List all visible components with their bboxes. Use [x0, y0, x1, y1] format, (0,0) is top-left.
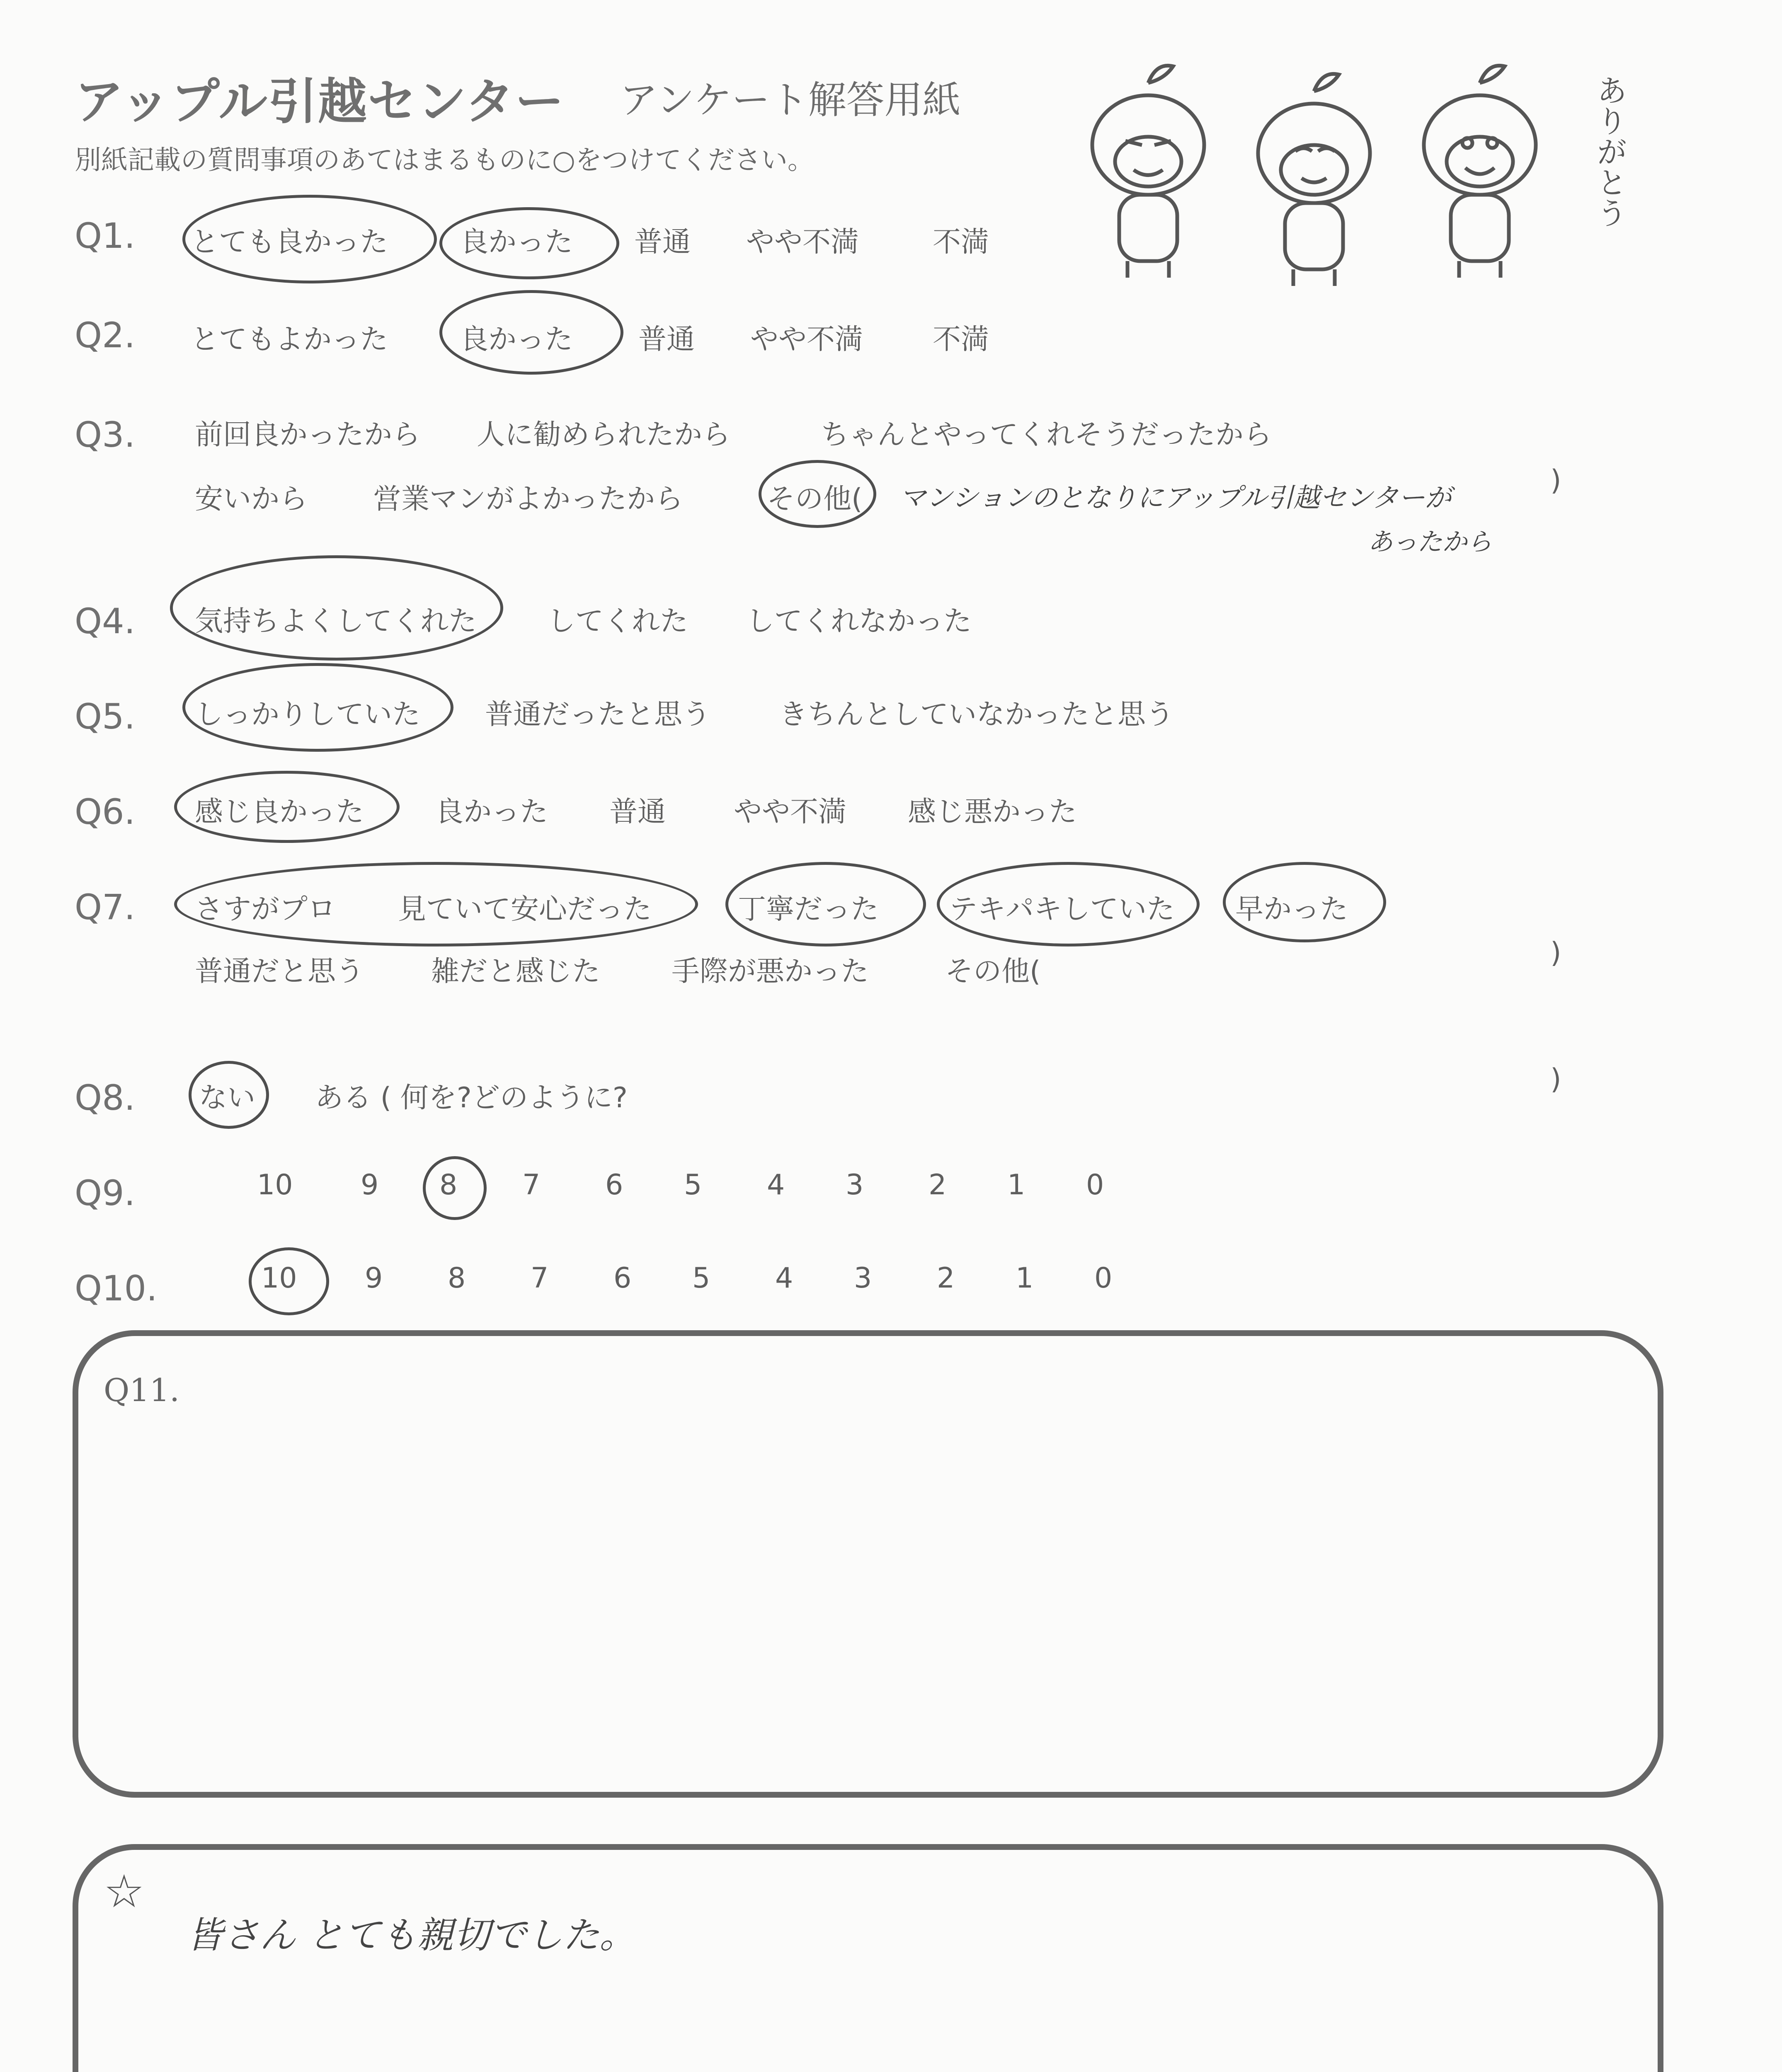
q9-option[interactable]: 0	[1086, 1169, 1104, 1201]
q10-option[interactable]: 6	[613, 1262, 632, 1295]
q10-option[interactable]: 2	[937, 1262, 955, 1295]
q9-option[interactable]: 3	[846, 1169, 864, 1201]
q6-option[interactable]: 感じ良かった	[195, 796, 364, 828]
q7-close-paren: )	[1550, 937, 1561, 969]
q1-option[interactable]: 普通	[634, 226, 691, 259]
q6-label: Q6.	[75, 792, 136, 832]
q1-option[interactable]: やや不満	[746, 226, 859, 259]
selection-circle	[725, 862, 926, 946]
selection-circle	[182, 663, 453, 752]
q2-option[interactable]: 良かった	[460, 323, 573, 356]
q2-option[interactable]: やや不満	[750, 323, 863, 356]
q7-option[interactable]: 普通だと思う	[195, 955, 364, 988]
q1-label: Q1.	[75, 215, 136, 256]
q10-option[interactable]: 10	[261, 1262, 297, 1295]
q3-option[interactable]: 人に勧められたから	[477, 419, 731, 451]
q7-option[interactable]: 見ていて安心だった	[398, 893, 652, 926]
q3-option[interactable]: その他(	[767, 483, 863, 516]
comment-handwritten: 皆さん とても親切でした。	[187, 1914, 636, 1956]
q9-option[interactable]: 10	[257, 1169, 293, 1201]
q8-close-paren: )	[1550, 1063, 1561, 1096]
q9-label: Q9.	[75, 1173, 136, 1213]
selection-circle	[182, 195, 437, 283]
form-subtitle: アンケート解答用紙	[620, 78, 961, 122]
selection-circle	[439, 290, 623, 375]
q9-option[interactable]: 4	[767, 1169, 785, 1201]
q9-option[interactable]: 1	[1007, 1169, 1026, 1201]
q3-handwritten-answer-line2: あったから	[1368, 528, 1492, 557]
q7-option[interactable]: その他(	[945, 955, 1041, 988]
q9-option[interactable]: 5	[684, 1169, 702, 1201]
mascot-icon	[1424, 65, 1536, 278]
selection-circle	[1223, 862, 1386, 942]
q9-option[interactable]: 2	[929, 1169, 947, 1201]
q11-label: Q11.	[104, 1372, 180, 1409]
q10-option[interactable]: 5	[692, 1262, 710, 1295]
q2-label: Q2.	[75, 315, 136, 356]
q8-option[interactable]: ある ( 何を?どのように?	[315, 1082, 628, 1114]
q3-label: Q3.	[75, 414, 136, 455]
q5-option[interactable]: 普通だったと思う	[485, 698, 711, 731]
q3-option[interactable]: ちゃんとやってくれそうだったから	[821, 419, 1272, 451]
mascot-thanks-text: ありがとう	[1592, 75, 1627, 228]
q5-option[interactable]: きちんとしていなかったと思う	[779, 698, 1174, 731]
instruction-text: 別紙記載の質問事項のあてはまるものに○をつけてください。	[75, 145, 814, 176]
q6-option[interactable]: 良かった	[435, 796, 548, 828]
q7-option[interactable]: 雑だと感じた	[431, 955, 601, 988]
q5-option[interactable]: しっかりしていた	[195, 698, 421, 731]
q10-label: Q10.	[75, 1268, 158, 1309]
selection-circle	[174, 862, 698, 946]
q4-option[interactable]: してくれなかった	[746, 605, 972, 638]
q1-option[interactable]: 良かった	[460, 226, 573, 259]
star-icon: ☆	[104, 1865, 145, 1918]
q10-option[interactable]: 0	[1094, 1262, 1113, 1295]
q9-option[interactable]: 6	[605, 1169, 623, 1201]
q6-option[interactable]: やや不満	[734, 796, 847, 828]
q2-option[interactable]: 普通	[638, 323, 695, 356]
q6-option[interactable]: 普通	[609, 796, 666, 828]
q2-option[interactable]: とてもよかった	[191, 323, 388, 356]
selection-circle	[249, 1247, 329, 1315]
q3-handwritten-answer: マンションのとなりにアップル引越センターが	[899, 483, 1452, 513]
q10-option[interactable]: 7	[531, 1262, 549, 1295]
selection-circle	[189, 1061, 269, 1129]
q7-option[interactable]: さすがプロ	[195, 893, 336, 926]
q11-answer-box[interactable]	[73, 1330, 1663, 1798]
selection-circle	[759, 460, 876, 528]
q1-option[interactable]: 不満	[933, 226, 989, 259]
selection-circle	[423, 1156, 487, 1220]
q9-option[interactable]: 7	[522, 1169, 541, 1201]
q6-option[interactable]: 感じ悪かった	[908, 796, 1077, 828]
q7-label: Q7.	[75, 887, 136, 927]
q2-option[interactable]: 不満	[933, 323, 989, 356]
mascot-icon	[1258, 74, 1370, 286]
q4-label: Q4.	[75, 601, 136, 641]
q7-option[interactable]: 早かった	[1235, 893, 1348, 926]
selection-circle	[937, 862, 1200, 946]
q7-option[interactable]: 丁寧だった	[738, 893, 879, 926]
mascot-illustration	[1061, 58, 1600, 290]
mascot-icon	[1092, 65, 1204, 278]
q10-option[interactable]: 8	[448, 1262, 466, 1295]
selection-circle	[439, 207, 619, 279]
q1-option[interactable]: とても良かった	[191, 226, 388, 259]
q7-option[interactable]: 手際が悪かった	[672, 955, 869, 988]
q8-option[interactable]: ない	[199, 1082, 256, 1114]
q10-option[interactable]: 9	[365, 1262, 383, 1295]
selection-circle	[174, 771, 400, 843]
q10-option[interactable]: 4	[775, 1262, 793, 1295]
q3-option[interactable]: 営業マンがよかったから	[373, 483, 684, 516]
q10-option[interactable]: 3	[854, 1262, 872, 1295]
q7-option[interactable]: テキパキしていた	[949, 893, 1175, 926]
q5-label: Q5.	[75, 696, 136, 737]
q9-option[interactable]: 9	[361, 1169, 379, 1201]
q9-option[interactable]: 8	[439, 1169, 458, 1201]
q3-close-paren: )	[1550, 464, 1561, 497]
selection-circle	[170, 555, 503, 661]
q10-option[interactable]: 1	[1016, 1262, 1034, 1295]
q4-option[interactable]: 気持ちよくしてくれた	[195, 605, 477, 638]
q3-option[interactable]: 前回良かったから	[195, 419, 421, 451]
brand-title: アップル引越センター	[75, 73, 565, 130]
q8-label: Q8.	[75, 1077, 136, 1118]
q3-option[interactable]: 安いから	[195, 483, 308, 516]
q4-option[interactable]: してくれた	[547, 605, 689, 638]
